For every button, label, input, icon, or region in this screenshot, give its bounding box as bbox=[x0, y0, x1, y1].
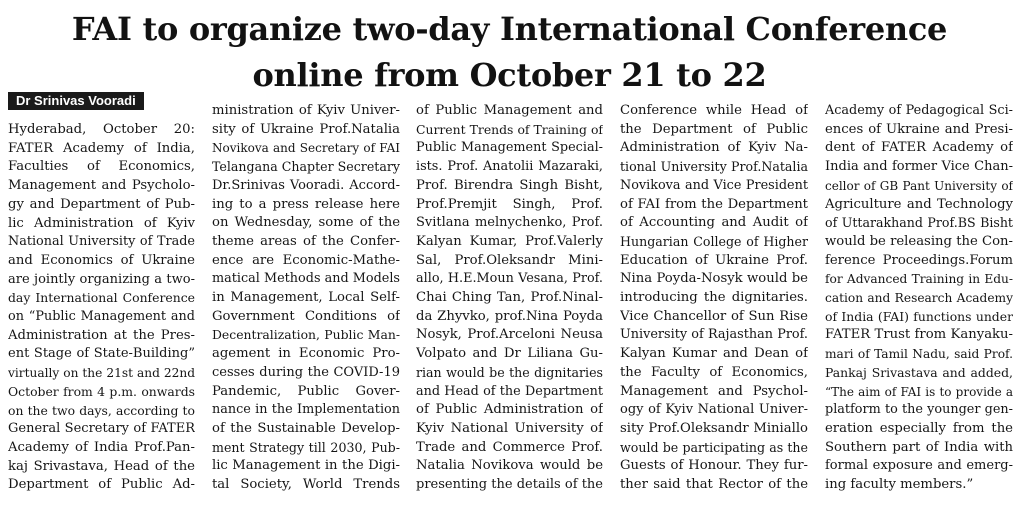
article-text-line: mari of Tamil Nadu, said Prof. bbox=[825, 347, 1013, 362]
headline-line: FAI to organize two-day International Conference bbox=[71, 10, 948, 48]
article-text-line: ing faculty members.” bbox=[825, 477, 974, 493]
article-text-line: Management and Psycholo- bbox=[8, 178, 195, 194]
article-text-line: agement in Economic Pro- bbox=[212, 346, 400, 362]
article-text-line: dent of FATER Academy of bbox=[825, 140, 1013, 156]
article-text-line: Management and Psychol- bbox=[620, 383, 808, 399]
article-text-line: of FAI from the Department bbox=[620, 196, 808, 212]
article-text-line: University of Rajasthan Prof. bbox=[620, 327, 808, 343]
article-text-line: Prof. Birendra Singh Bisht, bbox=[416, 177, 603, 193]
article-text-line: “The aim of FAI is to provide a bbox=[825, 384, 1013, 399]
article-text-line: ences of Ukraine and Presi- bbox=[825, 121, 1013, 137]
article-text-line: Prof.Premjit Singh, Prof. bbox=[416, 196, 603, 212]
article-text-line: and Head of the Department bbox=[416, 383, 603, 399]
article-text-line: sity Prof.Oleksandr Miniallo bbox=[620, 420, 808, 436]
article-text-line: of Public Administration of bbox=[416, 402, 603, 418]
article-text-line: eration especially from the bbox=[825, 420, 1013, 436]
article-text-line: Kyiv National University of bbox=[416, 420, 603, 436]
article-text-line: Novikova and Vice President bbox=[620, 177, 808, 193]
article-text-line: da Zhyvko, prof.Nina Poyda bbox=[416, 308, 603, 324]
article-text-line: for Advanced Training in Edu- bbox=[825, 272, 1013, 287]
article-text-line: General Secretary of FATER bbox=[8, 421, 195, 437]
article-text-line: cation and Research Academy bbox=[825, 291, 1013, 306]
article-text-line: Pandemic, Public Gover- bbox=[212, 383, 400, 399]
article-text-line: Decentralization, Public Man- bbox=[212, 327, 400, 343]
article-text-line: Administration at the Pres- bbox=[8, 327, 195, 343]
article-text-line: ists. Prof. Anatolii Mazaraki, bbox=[416, 159, 603, 175]
article-text-line: Public Management Special- bbox=[416, 140, 603, 156]
byline: Dr Srinivas Vooradi bbox=[8, 92, 144, 110]
article-text-line: ent Stage of State-Building” bbox=[8, 346, 195, 362]
article-column-5 bbox=[825, 102, 1013, 495]
article-text-line: Current Trends of Training of bbox=[416, 121, 603, 137]
article-text-line: Telangana Chapter Secretary bbox=[212, 159, 400, 175]
article-text-line: Hungarian College of Higher bbox=[620, 233, 808, 249]
article-text-line: FATER Academy of India, bbox=[8, 140, 195, 156]
article-text-line: Education of Ukraine Prof. bbox=[620, 252, 808, 268]
article-text-line: FATER Trust from Kanyaku- bbox=[825, 327, 1013, 343]
article-text-line: sity of Ukraine Prof.Natalia bbox=[212, 121, 400, 137]
article-text-line: Administration of Kyiv Na- bbox=[620, 140, 808, 156]
article-text-line: rian would be the dignitaries bbox=[416, 364, 603, 380]
article-text-line: Pankaj Srivastava and added, bbox=[825, 364, 1013, 380]
article-text-line: Department of Public Ad- bbox=[8, 477, 195, 493]
article-text-line: Trade and Commerce Prof. bbox=[416, 439, 603, 455]
article-text-line: Academy of Pedagogical Sci- bbox=[825, 103, 1013, 118]
article-column-2 bbox=[212, 102, 400, 495]
article-text-line: Sal, Prof.Oleksandr Mini- bbox=[416, 252, 603, 268]
article-text-line: day International Conference bbox=[8, 290, 195, 306]
article-text-line: presenting the details of the bbox=[416, 477, 603, 493]
article-text-line: Natalia Novikova would be bbox=[416, 458, 603, 474]
article-text-line: the Department of Public bbox=[620, 121, 808, 137]
article-text-line: Novikova and Secretary of FAI bbox=[212, 141, 400, 156]
article-text-line: cesses during the COVID-19 bbox=[212, 364, 400, 380]
article-text-line: of India (FAI) functions under bbox=[825, 308, 1013, 324]
article-text-line: kaj Srivastava, Head of the bbox=[8, 458, 195, 474]
article-text-line: Nina Poyda-Nosyk would be bbox=[620, 271, 808, 287]
article-text-line: theme areas of the Confer- bbox=[212, 233, 400, 249]
article-text-line: of Uttarakhand Prof.BS Bisht bbox=[825, 215, 1013, 231]
article-text-line: ing to a press release here bbox=[212, 196, 400, 212]
article-text-line: ment Strategy till 2030, Pub- bbox=[212, 439, 400, 455]
article-text-line: and Economics of Ukraine bbox=[8, 252, 195, 268]
article-text-line: matical Methods and Models bbox=[212, 271, 400, 287]
article-text-line: of Public Management and bbox=[416, 103, 603, 118]
article-column-3 bbox=[416, 102, 603, 495]
article-text-line: Dr.Srinivas Vooradi. Accord- bbox=[212, 177, 400, 193]
article-text-line: October from 4 p.m. onwards bbox=[8, 383, 195, 399]
article-text-line: tional University Prof.Natalia bbox=[620, 159, 808, 175]
article-text-line: Academy of India Prof.Pan- bbox=[8, 439, 195, 455]
article-text-line: ference Proceedings.Forum bbox=[825, 252, 1013, 268]
article-text-line: in Management, Local Self- bbox=[212, 290, 400, 306]
article-text-line: ogy of Kyiv National Univer- bbox=[620, 402, 808, 418]
article-text-line: introducing the dignitaries. bbox=[620, 290, 808, 306]
article-text-line: nance in the Implementation bbox=[212, 402, 400, 418]
article-column-1 bbox=[8, 121, 195, 495]
article-text-line: Nosyk, Prof.Arceloni Neusa bbox=[416, 327, 603, 343]
article-text-line: Government Conditions of bbox=[212, 308, 400, 324]
article-text-line: gy and Department of Pub- bbox=[8, 196, 195, 212]
article-text-line: on the two days, according to bbox=[8, 402, 195, 418]
article-text-line: Chai Ching Tan, Prof.Ninal- bbox=[416, 290, 603, 306]
article-text-line: ther said that Rector of the bbox=[620, 477, 808, 493]
article-text-line: are jointly organizing a two- bbox=[8, 271, 195, 287]
headline-line: online from October 21 to 22 bbox=[252, 56, 767, 94]
article-text-line: Vice Chancellor of Sun Rise bbox=[620, 308, 808, 324]
article-text-line: Svitlana melnychenko, Prof. bbox=[416, 215, 603, 231]
article-text-line: platform to the younger gen- bbox=[825, 402, 1013, 418]
article-text-line: Guests of Honour. They fur- bbox=[620, 458, 808, 474]
article-text-line: Southern part of India with bbox=[825, 439, 1013, 455]
article-text-line: lic Administration of Kyiv bbox=[8, 215, 195, 231]
article-text-line: Volpato and Dr Liliana Gu- bbox=[416, 346, 603, 362]
article-text-line: Kalyan Kumar, Prof.Valerly bbox=[416, 233, 603, 249]
article-text-line: Agriculture and Technology bbox=[825, 196, 1013, 212]
article-text-line: of the Sustainable Develop- bbox=[212, 420, 400, 436]
article-text-line: ministration of Kyiv Univer- bbox=[212, 103, 400, 118]
article-text-line: formal exposure and emerg- bbox=[825, 458, 1013, 474]
article-text-line: Conference while Head of bbox=[620, 103, 808, 118]
article-text-line: allo, H.E.Moun Vesana, Prof. bbox=[416, 271, 603, 287]
article-text-line: on “Public Management and bbox=[8, 309, 195, 325]
article-text-line: lic Management in the Digi- bbox=[212, 458, 400, 474]
article-text-line: virtually on the 21st and 22nd bbox=[8, 366, 195, 381]
article-text-line: would be participating as the bbox=[620, 439, 808, 455]
article-text-line: Hyderabad, October 20: bbox=[8, 122, 195, 137]
article-text-line: India and former Vice Chan- bbox=[825, 159, 1013, 175]
article-text-line: Faculties of Economics, bbox=[8, 159, 195, 175]
article-text-line: ence are Economic-Mathe- bbox=[212, 252, 400, 268]
article-text-line: cellor of GB Pant University of bbox=[825, 178, 1013, 193]
article-text-line: Kalyan Kumar and Dean of bbox=[620, 346, 808, 362]
article-text-line: the Faculty of Economics, bbox=[620, 364, 808, 380]
article-text-line: National University of Trade bbox=[8, 234, 195, 250]
article-column-4 bbox=[620, 102, 808, 495]
article-text-line: would be releasing the Con- bbox=[825, 233, 1013, 249]
headline bbox=[0, 6, 1019, 98]
article-text-line: of Accounting and Audit of bbox=[620, 215, 808, 231]
article-text-line: on Wednesday, some of the bbox=[212, 215, 400, 231]
article-text-line: tal Society, World Trends bbox=[212, 477, 400, 493]
